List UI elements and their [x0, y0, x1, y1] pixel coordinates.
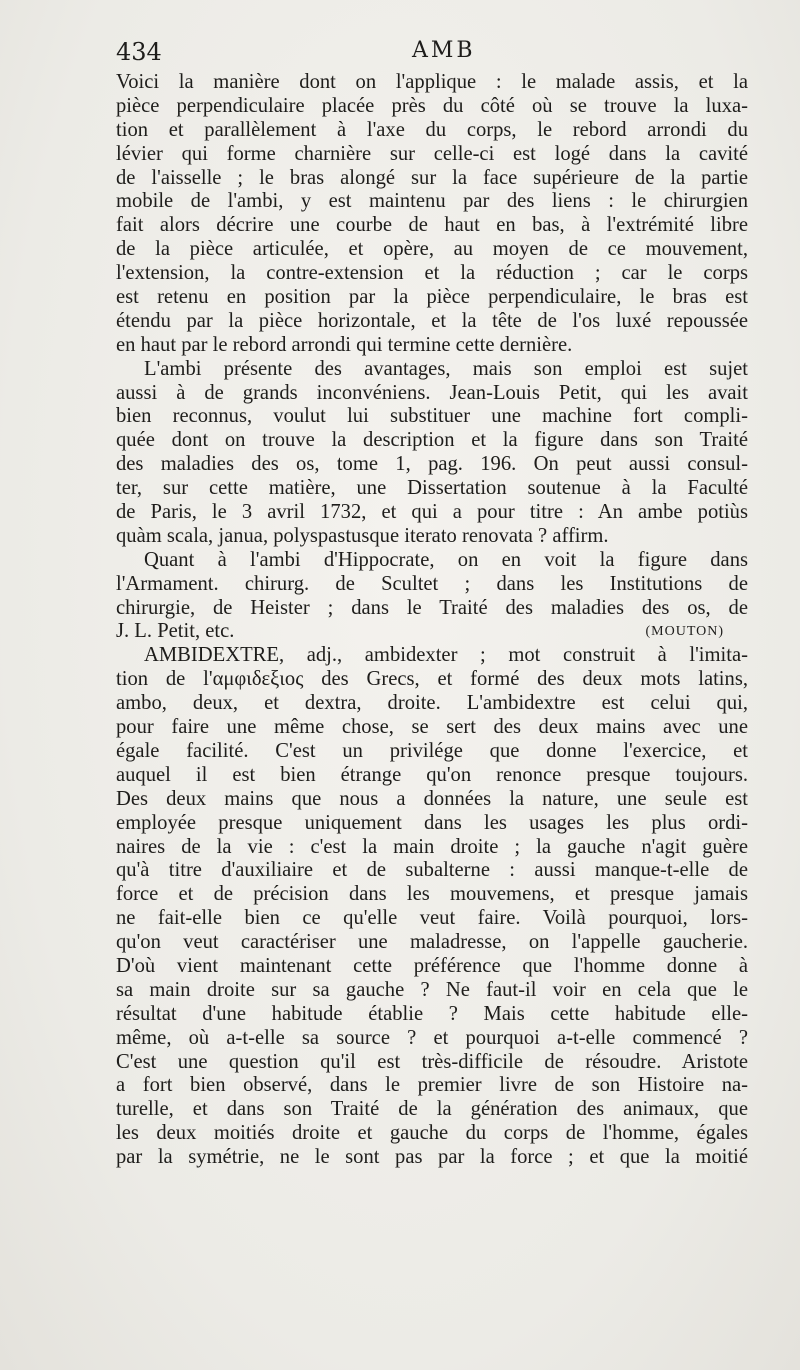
text-line: Voici la manière dont on l'applique : le malade assis, et la [116, 71, 748, 93]
page-number: 434 [116, 38, 162, 66]
text-line: en haut par le rebord arrondi qui termine cette dernière. [116, 333, 573, 356]
running-headword: AMB [412, 38, 476, 63]
text-line: même, où a-t-elle sa source ? et pourquoi a-t-elle commencé ? [116, 1026, 748, 1049]
text-line: employée presque uniquement dans les usages les plus ordi- [116, 811, 748, 834]
text-line: de Paris, le 3 avril 1732, et qui a pour titre : An ambe potiùs [116, 501, 748, 524]
text-line: C'est une question qu'il est très-difficile de résoudre. Aristote [116, 1050, 748, 1073]
text-line: l'extension, la contre-extension et la réduction ; car le corps [116, 262, 748, 285]
text-line: fait alors décrire une courbe de haut en bas, à l'extrémité libre [116, 214, 748, 237]
text-line: aussi à de grands inconvéniens. Jean-Louis Petit, qui les avait [116, 381, 748, 404]
text-line: lévier qui forme charnière sur celle-ci est logé dans la cavité [116, 142, 748, 165]
text-line: pour faire une même chose, se sert des deux mains avec une [116, 716, 748, 739]
text-line: chirurgie, de Heister ; dans le Traité des maladies des os, de [116, 596, 748, 619]
text-line: a fort bien observé, dans le premier livre de son Histoire na- [116, 1074, 748, 1097]
text-line: ambo, deux, et dextra, droite. L'ambidextre est celui qui, [116, 692, 748, 715]
text-line: bien reconnus, voulut lui substituer une machine fort compli- [116, 405, 748, 428]
text-line: ne fait-elle bien ce qu'elle veut faire. Voilà pourquoi, lors- [116, 907, 748, 930]
text-line: qu'on veut caractériser une maladresse, on l'appelle gaucherie. [116, 931, 748, 954]
text-line: D'où vient maintenant cette préférence que l'homme donne à [116, 954, 748, 977]
text-line: des maladies des os, tome 1, pag. 196. On peut aussi consul- [116, 453, 748, 476]
text-line: L'ambi présente des avantages, mais son emploi est sujet [144, 357, 748, 380]
text-line: turelle, et dans son Traité de la génération des animaux, que [116, 1098, 748, 1121]
text-line: tion et parallèlement à l'axe du corps, le rebord arrondi du [116, 118, 748, 141]
text-line: égale facilité. C'est un privilége que donne l'exercice, et [116, 739, 748, 762]
text-line: les deux moitiés droite et gauche du corps de l'homme, égales [116, 1122, 748, 1145]
text-line: quàm scala, janua, polyspastusque iterato renovata ? affirm. [116, 524, 609, 547]
author-signature: (MOUTON) [645, 624, 724, 640]
entry-headword-line: AMBIDEXTRE, adj., ambidexter ; mot construit à l'imita- [144, 644, 748, 667]
text-line: étendu par la pièce horizontale, et la tête de l'os luxé repoussée [116, 309, 748, 332]
text-line: naires de la vie : c'est la main droite ; la gauche n'agit guère [116, 835, 748, 858]
text-line: tion de l'αμφιδεξιος des Grecs, et formé des deux mots latins, [116, 668, 748, 691]
text-line: pièce perpendiculaire placée près du côté où se trouve la luxa- [116, 94, 748, 117]
text-line [116, 620, 748, 644]
text-line-content: J. L. Petit, etc. [116, 620, 235, 643]
text-line: de la pièce articulée, et opère, au moyen de ce mouvement, [116, 238, 748, 261]
text-line: auquel il est bien étrange qu'on renonce presque toujours. [116, 763, 748, 786]
text-line: ter, sur cette matière, une Dissertation soutenue à la Faculté [116, 477, 748, 500]
text-line: l'Armament. chirurg. de Scultet ; dans les Institutions de [116, 572, 748, 595]
text-line: qu'à titre d'auxiliaire et de subalterne : aussi manque-t-elle de [116, 859, 748, 882]
body-text [116, 71, 748, 1170]
text-line: résultat d'une habitude établie ? Mais cette habitude elle- [116, 1002, 748, 1025]
text-line: Des deux mains que nous a données la nature, une seule est [116, 787, 748, 810]
text-line: de l'aisselle ; le bras alongé sur la face supérieure de la partie [116, 166, 748, 189]
text-line: est retenu en position par la pièce perpendiculaire, le bras est [116, 286, 748, 309]
text-line: sa main droite sur sa gauche ? Ne faut-il voir en cela que le [116, 978, 748, 1001]
text-line: mobile de l'ambi, y est maintenu par des liens : le chirurgien [116, 190, 748, 213]
text-line: par la symétrie, ne le sont pas par la force ; et que la moitié [116, 1146, 748, 1169]
running-head [116, 38, 748, 70]
text-line: quée dont on trouve la description et la figure dans son Traité [116, 429, 748, 452]
text-line: Quant à l'ambi d'Hippocrate, on en voit la figure dans [144, 548, 748, 571]
text-line: force et de précision dans les mouvemens, et presque jamais [116, 883, 748, 906]
